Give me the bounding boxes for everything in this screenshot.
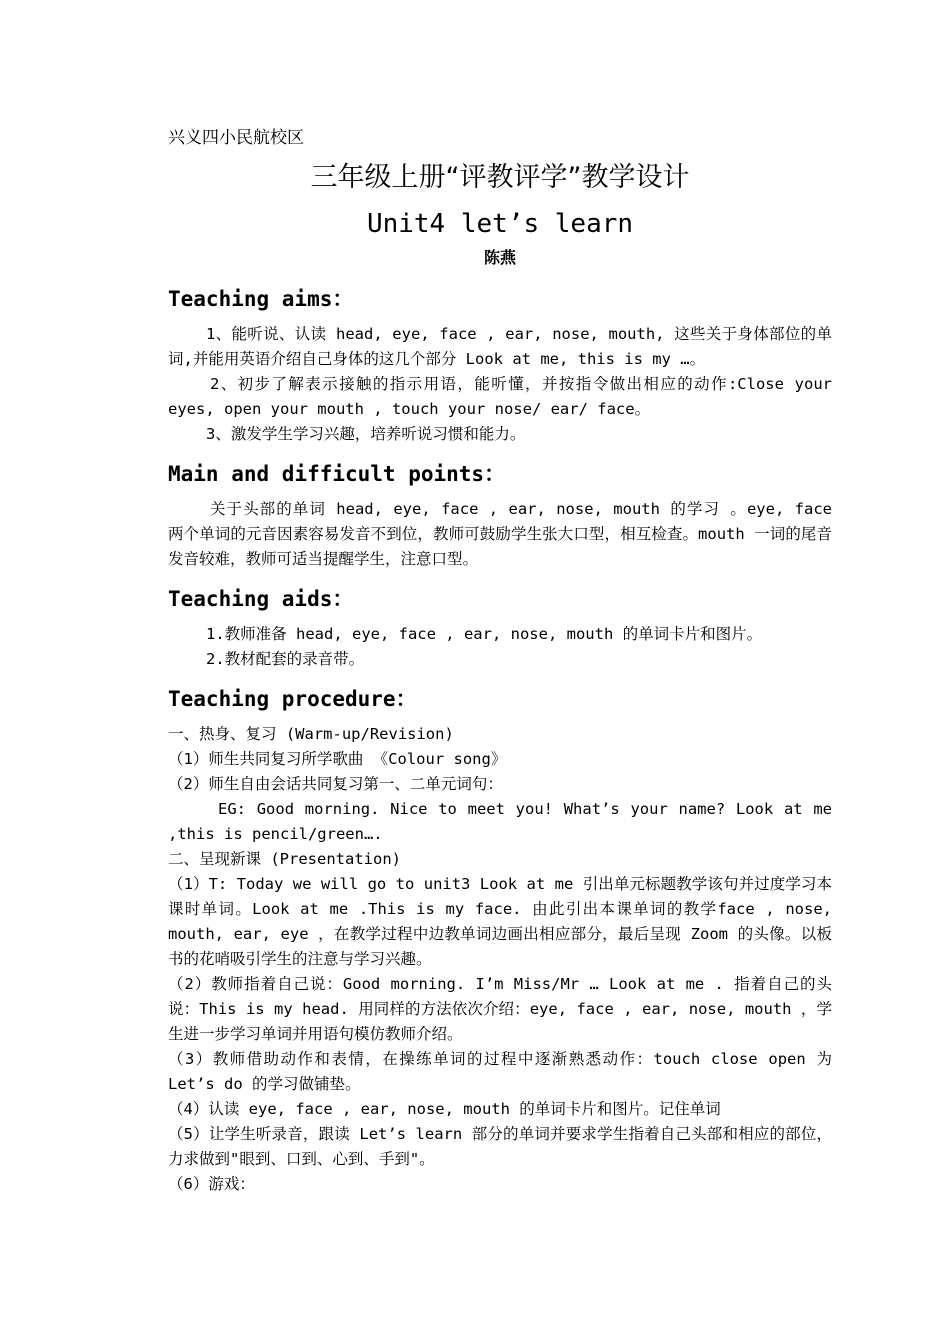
- aims-item: 1、能听说、认读 head, eye, face , ear, nose, mouth, 这些关于身体部位的单词,并能用英语介绍自己身体的这几个部分 Look at me, this is my …。: [168, 325, 832, 368]
- unit-title: Unit4 let’s learn: [366, 209, 634, 239]
- school-name: 兴义四小民航校区: [168, 128, 304, 148]
- points-text: 关于头部的单词 head, eye, face , ear, nose, mouth 的学习 。eye, face 两个单词的元音因素容易发音不到位，教师可鼓励学生张大口型，相互检查。mouth 一词的尾音发音较难，教师可适当提醒学生，注意口型。: [168, 500, 832, 568]
- aids-heading: Teaching aids：: [168, 587, 354, 611]
- document-page: [168, 120, 832, 1197]
- author-name: 陈燕: [483, 248, 516, 267]
- aids-item: 2.教材配套的录音带。: [206, 650, 365, 668]
- aids-item: 1.教师准备 head, eye, face , ear, nose, mouth 的单词卡片和图片。: [206, 625, 763, 643]
- warmup-example: EG: Good morning. Nice to meet you! What’s your name? Look at me ,this is pencil/green….: [168, 800, 832, 843]
- presentation-step: （6）游戏：: [168, 1175, 255, 1193]
- presentation-step: （4）认读 eye, face , ear, nose, mouth 的单词卡片和图片。记住单词: [168, 1100, 721, 1118]
- warmup-step: （1）师生共同复习所学歌曲 《Colour song》: [168, 750, 507, 768]
- procedure-heading: Teaching procedure：: [168, 687, 417, 711]
- aims-item: 2、初步了解表示接触的指示用语，能听懂，并按指令做出相应的动作:Close your eyes, open your mouth , touch your nose/ ear/ face。: [168, 375, 832, 418]
- warmup-title: 一、热身、复习 (Warm-up/Revision): [168, 725, 454, 743]
- warmup-step: （2）师生自由会话共同复习第一、二单元词句：: [168, 775, 503, 793]
- points-heading: Main and difficult points：: [168, 462, 506, 486]
- aims-item: 3、激发学生学习兴趣，培养听说习惯和能力。: [206, 425, 526, 443]
- aims-heading: Teaching aims：: [168, 287, 354, 311]
- presentation-step: （2）教师指着自己说：Good morning. I’m Miss/Mr … Look at me . 指着自己的头说：This is my head. 用同样的方法依次介绍：eye, face , ear, nose, mouth ，学生进一步学习单词并用语句模仿教师介绍。: [168, 975, 832, 1043]
- presentation-step: （5）让学生听录音，跟读 Let’s learn 部分的单词并要求学生指着自己头部和相应的部位，力求做到"眼到、口到、心到、手到"。: [168, 1125, 832, 1168]
- presentation-step: （1）T: Today we will go to unit3 Look at me 引出单元标题教学该句并过度学习本课时单词。Look at me .This is my face. 由此引出本课单词的教学face , nose, mouth, ear, eye ，在教学过程中边教单词边画出相应部分，最后呈现 Zoom 的头像。以板书的花哨吸引学生的注意与学习兴趣。: [168, 875, 832, 968]
- presentation-step: （3）教师借助动作和表情，在操练单词的过程中逐渐熟悉动作：touch close open 为Let’s do 的学习做铺垫。: [168, 1050, 832, 1093]
- presentation-title: 二、呈现新课 (Presentation): [168, 850, 401, 868]
- document-title: 三年级上册“评教评学”教学设计: [310, 162, 690, 193]
